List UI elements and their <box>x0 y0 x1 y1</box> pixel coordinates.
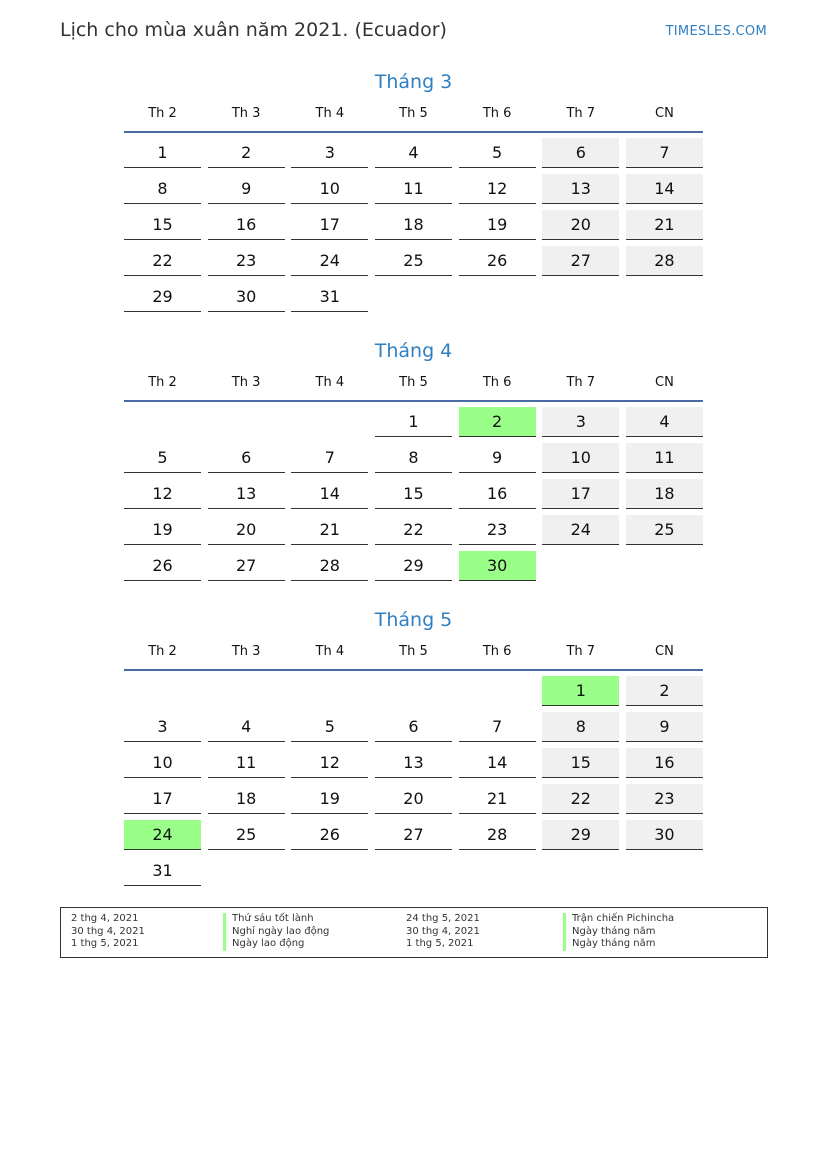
day-cell: 24 <box>542 515 619 545</box>
day-cell: 11 <box>208 748 285 778</box>
day-cell: 17 <box>124 784 201 814</box>
day-cell: 15 <box>375 479 452 509</box>
day-cell: 12 <box>124 479 201 509</box>
day-cell: 19 <box>291 784 368 814</box>
day-cell: 23 <box>459 515 536 545</box>
week-row <box>124 515 703 545</box>
day-cell: 12 <box>291 748 368 778</box>
day-cell: 18 <box>626 479 703 509</box>
weekday-header: Th 3 <box>231 644 261 659</box>
page-title: Lịch cho mùa xuân năm 2021. (Ecuador) <box>60 19 447 41</box>
weekday-header: Th 2 <box>148 375 177 390</box>
legend-date: 1 thg 5, 2021 <box>71 938 139 950</box>
day-cell: 14 <box>291 479 368 509</box>
day-cell: 18 <box>375 210 452 240</box>
day-cell: 27 <box>375 820 452 850</box>
day-cell: 2 <box>459 407 536 437</box>
day-cell: 30 <box>459 551 536 581</box>
day-cell: 26 <box>459 246 536 276</box>
day-cell: 17 <box>291 210 368 240</box>
week-row <box>124 479 703 509</box>
weekday-header: CN <box>655 644 674 659</box>
week-row <box>124 820 703 850</box>
empty-day-cell <box>626 551 703 581</box>
week-row <box>124 138 703 168</box>
weekday-header: Th 6 <box>482 644 512 659</box>
day-cell: 20 <box>208 515 285 545</box>
weekday-header: Th 2 <box>148 106 177 121</box>
day-cell: 11 <box>375 174 452 204</box>
header-rule <box>124 131 703 133</box>
empty-day-cell <box>208 676 285 706</box>
day-cell: 19 <box>459 210 536 240</box>
legend-date: 1 thg 5, 2021 <box>406 938 474 950</box>
legend-date: 30 thg 4, 2021 <box>71 925 145 937</box>
day-cell: 16 <box>208 210 285 240</box>
weekday-header: Th 7 <box>566 375 596 390</box>
day-cell: 10 <box>291 174 368 204</box>
empty-day-cell <box>291 676 368 706</box>
day-cell: 23 <box>208 246 285 276</box>
day-cell: 18 <box>208 784 285 814</box>
holiday-legend <box>60 907 768 958</box>
day-cell: 31 <box>291 282 368 312</box>
month-calendar <box>124 606 703 892</box>
day-cell: 13 <box>375 748 452 778</box>
day-cell: 4 <box>626 407 703 437</box>
day-cell: 8 <box>124 174 201 204</box>
day-cell: 2 <box>208 138 285 168</box>
day-cell: 29 <box>375 551 452 581</box>
day-cell: 3 <box>542 407 619 437</box>
legend-names-left <box>223 913 329 951</box>
empty-day-cell <box>124 676 201 706</box>
empty-day-cell <box>291 407 368 437</box>
day-cell: 13 <box>208 479 285 509</box>
weekday-header: Th 6 <box>482 375 512 390</box>
week-row <box>124 712 703 742</box>
day-cell: 27 <box>208 551 285 581</box>
empty-day-cell <box>626 282 703 312</box>
day-cell: 30 <box>626 820 703 850</box>
header-rule <box>124 400 703 402</box>
day-cell: 22 <box>542 784 619 814</box>
day-cell: 30 <box>208 282 285 312</box>
day-cell: 1 <box>375 407 452 437</box>
week-row <box>124 784 703 814</box>
day-cell: 2 <box>626 676 703 706</box>
week-row <box>124 210 703 240</box>
day-cell: 8 <box>542 712 619 742</box>
day-cell: 25 <box>208 820 285 850</box>
day-grid <box>124 407 703 581</box>
day-cell: 28 <box>459 820 536 850</box>
day-cell: 28 <box>291 551 368 581</box>
day-cell: 1 <box>542 676 619 706</box>
empty-day-cell <box>542 551 619 581</box>
day-cell: 6 <box>208 443 285 473</box>
day-cell: 3 <box>291 138 368 168</box>
legend-dates-left <box>71 913 145 951</box>
day-cell: 12 <box>459 174 536 204</box>
legend-date: 24 thg 5, 2021 <box>406 913 480 924</box>
day-cell: 3 <box>124 712 201 742</box>
day-cell: 16 <box>459 479 536 509</box>
day-cell: 22 <box>124 246 201 276</box>
day-cell: 8 <box>375 443 452 473</box>
month-calendar <box>124 337 703 587</box>
empty-day-cell <box>375 856 452 886</box>
weekday-header: Th 3 <box>231 375 261 390</box>
day-cell: 17 <box>542 479 619 509</box>
day-cell: 1 <box>124 138 201 168</box>
day-cell: 14 <box>626 174 703 204</box>
day-cell: 29 <box>542 820 619 850</box>
day-cell: 6 <box>542 138 619 168</box>
empty-day-cell <box>208 856 285 886</box>
weekday-header: Th 3 <box>231 106 261 121</box>
empty-day-cell <box>375 282 452 312</box>
day-cell: 10 <box>124 748 201 778</box>
day-cell: 10 <box>542 443 619 473</box>
day-cell: 21 <box>626 210 703 240</box>
week-row <box>124 246 703 276</box>
empty-day-cell <box>375 676 452 706</box>
week-row <box>124 407 703 437</box>
empty-day-cell <box>626 856 703 886</box>
day-cell: 25 <box>626 515 703 545</box>
weekday-header: Th 5 <box>399 644 428 659</box>
weekday-header-row <box>124 642 703 664</box>
empty-day-cell <box>291 856 368 886</box>
day-cell: 27 <box>542 246 619 276</box>
empty-day-cell <box>542 282 619 312</box>
empty-day-cell <box>124 407 201 437</box>
weekday-header: Th 5 <box>399 106 428 121</box>
month-calendar <box>124 68 703 318</box>
weekday-header: Th 4 <box>315 106 345 121</box>
day-grid <box>124 138 703 312</box>
day-cell: 7 <box>291 443 368 473</box>
brand-link[interactable]: TIMESLES.COM <box>665 24 767 39</box>
empty-day-cell <box>208 407 285 437</box>
week-row <box>124 676 703 706</box>
weekday-header: CN <box>655 106 674 121</box>
weekday-header: Th 7 <box>566 644 596 659</box>
empty-day-cell <box>459 856 536 886</box>
day-cell: 5 <box>124 443 201 473</box>
day-cell: 9 <box>208 174 285 204</box>
day-cell: 15 <box>124 210 201 240</box>
day-cell: 7 <box>626 138 703 168</box>
day-cell: 29 <box>124 282 201 312</box>
day-cell: 22 <box>375 515 452 545</box>
legend-holiday-name: Ngày tháng năm <box>563 938 674 951</box>
weekday-header-row <box>124 373 703 395</box>
weekday-header: Th 6 <box>482 106 512 121</box>
week-row <box>124 282 703 312</box>
day-cell: 23 <box>626 784 703 814</box>
legend-date: 30 thg 4, 2021 <box>406 925 480 937</box>
day-cell: 14 <box>459 748 536 778</box>
weekday-header: Th 4 <box>315 375 345 390</box>
day-grid <box>124 676 703 886</box>
day-cell: 4 <box>375 138 452 168</box>
weekday-header: Th 2 <box>148 644 177 659</box>
day-cell: 24 <box>124 820 201 850</box>
legend-holiday-name: Thứ sáu tốt lành <box>223 913 329 926</box>
day-cell: 16 <box>626 748 703 778</box>
day-cell: 25 <box>375 246 452 276</box>
day-cell: 20 <box>542 210 619 240</box>
day-cell: 7 <box>459 712 536 742</box>
day-cell: 9 <box>626 712 703 742</box>
month-title: Tháng 3 <box>374 71 453 93</box>
legend-names-right <box>563 913 674 951</box>
day-cell: 24 <box>291 246 368 276</box>
empty-day-cell <box>459 676 536 706</box>
empty-day-cell <box>459 282 536 312</box>
legend-holiday-name: Ngày tháng năm <box>563 926 674 939</box>
month-title: Tháng 4 <box>374 340 453 362</box>
weekday-header: Th 4 <box>315 644 345 659</box>
legend-dates-right <box>406 913 480 951</box>
week-row <box>124 856 703 886</box>
day-cell: 20 <box>375 784 452 814</box>
week-row <box>124 174 703 204</box>
legend-holiday-name: Trận chiến Pichincha <box>563 913 674 926</box>
day-cell: 13 <box>542 174 619 204</box>
day-cell: 9 <box>459 443 536 473</box>
legend-holiday-name: Ngày lao động <box>223 938 329 951</box>
day-cell: 21 <box>291 515 368 545</box>
week-row <box>124 443 703 473</box>
day-cell: 31 <box>124 856 201 886</box>
header-rule <box>124 669 703 671</box>
empty-day-cell <box>542 856 619 886</box>
day-cell: 5 <box>291 712 368 742</box>
weekday-header: Th 7 <box>566 106 596 121</box>
day-cell: 28 <box>626 246 703 276</box>
day-cell: 6 <box>375 712 452 742</box>
day-cell: 11 <box>626 443 703 473</box>
week-row <box>124 551 703 581</box>
weekday-header-row <box>124 104 703 126</box>
weekday-header: CN <box>655 375 674 390</box>
month-title: Tháng 5 <box>374 609 453 631</box>
day-cell: 5 <box>459 138 536 168</box>
week-row <box>124 748 703 778</box>
legend-holiday-name: Nghỉ ngày lao động <box>223 926 329 939</box>
day-cell: 21 <box>459 784 536 814</box>
day-cell: 4 <box>208 712 285 742</box>
day-cell: 26 <box>291 820 368 850</box>
day-cell: 19 <box>124 515 201 545</box>
day-cell: 26 <box>124 551 201 581</box>
legend-date: 2 thg 4, 2021 <box>71 913 139 924</box>
day-cell: 15 <box>542 748 619 778</box>
weekday-header: Th 5 <box>399 375 428 390</box>
